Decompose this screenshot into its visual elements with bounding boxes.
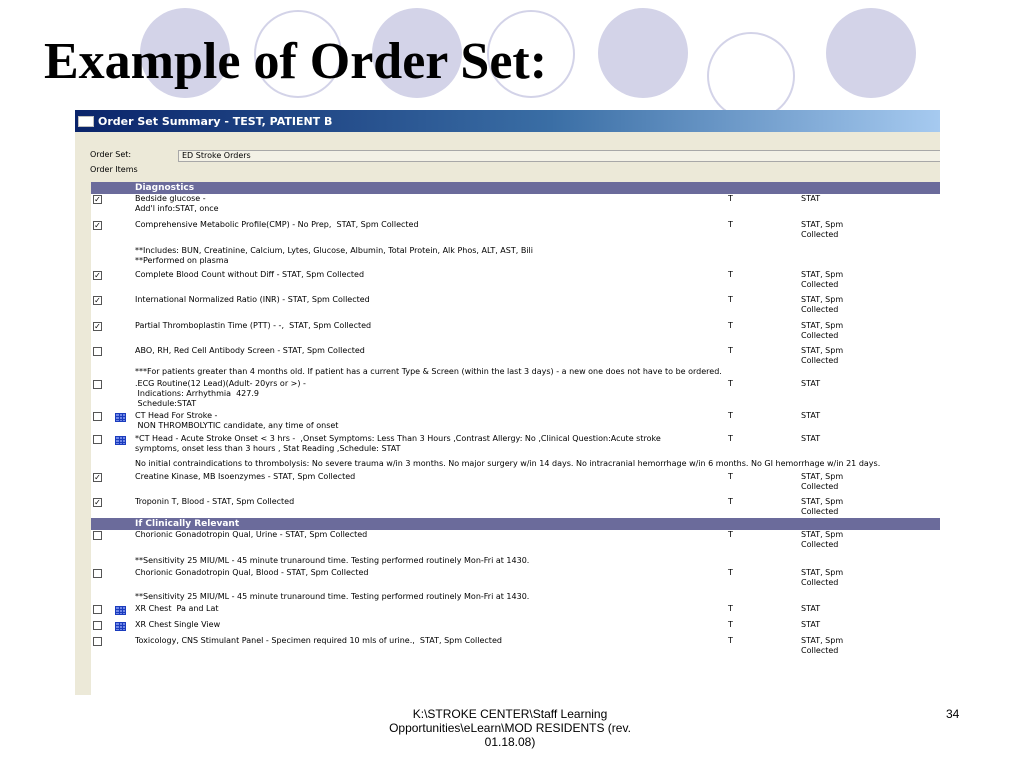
order-set-field[interactable]: ED Stroke Orders — [178, 150, 940, 162]
order-description: Bedside glucose - Add'l info:STAT, once — [135, 194, 219, 213]
page-number: 34 — [946, 707, 960, 721]
checked-checkbox[interactable]: ✓ — [94, 195, 101, 204]
note-text: **Sensitivity 25 MIU/ML - 45 minute trunaround time. Testing performed routinely Mon-Fri at 1430. — [135, 556, 530, 565]
order-row — [91, 472, 940, 497]
order-frequency: T — [728, 379, 733, 388]
order-row — [91, 530, 940, 556]
order-description: XR Chest Single View — [135, 620, 221, 629]
order-note — [91, 367, 940, 379]
order-priority: STAT, Spm Collected — [801, 568, 844, 587]
order-row — [91, 321, 940, 346]
order-priority: STAT, Spm Collected — [801, 497, 844, 516]
order-row — [91, 379, 940, 411]
order-description: Chorionic Gonadotropin Qual, Blood - STAT, Spm Collected — [135, 568, 369, 577]
order-priority: STAT, Spm Collected — [801, 270, 844, 289]
order-note — [91, 556, 940, 568]
order-description: CT Head For Stroke - NON THROMBOLYTIC candidate, any time of onset — [135, 411, 339, 430]
order-frequency: T — [728, 194, 733, 203]
order-description: XR Chest Pa and Lat — [135, 604, 219, 613]
order-priority: STAT — [801, 194, 821, 203]
unchecked-checkbox[interactable] — [93, 435, 102, 444]
order-items-row — [75, 162, 940, 177]
order-description: *CT Head - Acute Stroke Onset < 3 hrs - ,Onset Symptoms: Less Than 3 Hours ,Contrast Allergy: No ,Clinical Question:Acute stroke symptoms, onset less than 3 hours , Stat Reading ,Schedule: STAT — [135, 434, 661, 453]
order-description: Complete Blood Count without Diff - STAT, Spm Collected — [135, 270, 365, 279]
note-text: **Sensitivity 25 MIU/ML - 45 minute trunaround time. Testing performed routinely Mon-Fri at 1430. — [135, 592, 530, 601]
unchecked-checkbox[interactable] — [93, 347, 102, 356]
order-note — [91, 246, 940, 270]
window-icon — [78, 116, 94, 127]
window-titlebar[interactable] — [75, 110, 940, 132]
note-text: **Includes: BUN, Creatinine, Calcium, Lytes, Glucose, Albumin, Total Protein, Alk Phos, ALT, AST, Bili **Performed on plasma — [135, 246, 533, 265]
order-set-label: Order Set: — [90, 150, 132, 159]
order-note — [91, 459, 940, 472]
order-description: Partial Thromboplastin Time (PTT) - -, STAT, Spm Collected — [135, 321, 372, 330]
order-description: Troponin T, Blood - STAT, Spm Collected — [135, 497, 295, 506]
order-priority: STAT, Spm Collected — [801, 530, 844, 549]
order-set-window — [75, 110, 940, 695]
order-row — [91, 497, 940, 518]
order-frequency: T — [728, 568, 733, 577]
checked-checkbox[interactable]: ✓ — [94, 271, 101, 280]
decor-circle — [598, 8, 688, 98]
order-description: Creatine Kinase, MB Isoenzymes - STAT, Spm Collected — [135, 472, 356, 481]
order-priority: STAT — [801, 620, 821, 629]
order-priority: STAT — [801, 434, 821, 443]
order-frequency: T — [728, 620, 733, 629]
checked-checkbox[interactable]: ✓ — [94, 473, 101, 482]
unchecked-checkbox[interactable] — [93, 569, 102, 578]
order-frequency: T — [728, 497, 733, 506]
order-row — [91, 434, 940, 459]
order-priority: STAT, Spm Collected — [801, 295, 844, 314]
section-header: If Clinically Relevant — [91, 518, 940, 530]
unchecked-checkbox[interactable] — [93, 412, 102, 421]
order-row — [91, 636, 940, 662]
order-frequency: T — [728, 434, 733, 443]
order-items-grid — [91, 182, 940, 695]
order-row — [91, 346, 940, 367]
slide-title: Example of Order Set: — [44, 33, 548, 90]
order-description: International Normalized Ratio (INR) - STAT, Spm Collected — [135, 295, 370, 304]
note-text: ***For patients greater than 4 months old. If patient has a current Type & Screen (within the last 3 days) - a new one does not have to be ordered. — [135, 367, 722, 376]
order-priority: STAT — [801, 379, 821, 388]
grid-list-icon — [115, 606, 126, 615]
decor-circle — [707, 32, 795, 120]
order-frequency: T — [728, 411, 733, 420]
order-priority: STAT — [801, 604, 821, 613]
note-text: No initial contraindications to thrombolysis: No severe trauma w/in 3 months. No major surgery w/in 14 days. No intracranial hemorrhage w/in 6 months. No GI hemorrhage w/in 21 days. — [135, 459, 881, 468]
order-frequency: T — [728, 604, 733, 613]
order-row — [91, 270, 940, 295]
window-title: Order Set Summary - TEST, PATIENT B — [98, 114, 333, 128]
grid-list-icon — [115, 622, 126, 631]
order-row — [91, 411, 940, 434]
order-description: .ECG Routine(12 Lead)(Adult- 20yrs or >) - Indications: Arrhythmia 427.9 Schedule:STAT — [135, 379, 306, 408]
unchecked-checkbox[interactable] — [93, 605, 102, 614]
order-note — [91, 592, 940, 604]
order-frequency: T — [728, 472, 733, 481]
order-priority: STAT — [801, 411, 821, 420]
order-frequency: T — [728, 346, 733, 355]
order-row — [91, 568, 940, 592]
order-priority: STAT, Spm Collected — [801, 636, 844, 655]
order-description: Toxicology, CNS Stimulant Panel - Specimen required 10 mls of urine., STAT, Spm Collected — [135, 636, 502, 645]
order-row — [91, 194, 940, 220]
order-priority: STAT, Spm Collected — [801, 472, 844, 491]
order-priority: STAT, Spm Collected — [801, 346, 844, 365]
order-frequency: T — [728, 530, 733, 539]
order-set-row — [75, 147, 940, 162]
checked-checkbox[interactable]: ✓ — [94, 221, 101, 230]
order-row — [91, 620, 940, 636]
decor-circle — [826, 8, 916, 98]
order-row — [91, 295, 940, 321]
order-description: ABO, RH, Red Cell Antibody Screen - STAT, Spm Collected — [135, 346, 365, 355]
order-frequency: T — [728, 321, 733, 330]
section-header: Diagnostics — [91, 182, 940, 194]
checked-checkbox[interactable]: ✓ — [94, 322, 101, 331]
checked-checkbox[interactable]: ✓ — [94, 498, 101, 507]
order-priority: STAT, Spm Collected — [801, 220, 844, 239]
order-description: Comprehensive Metabolic Profile(CMP) - No Prep, STAT, Spm Collected — [135, 220, 419, 229]
footer-path: K:\STROKE CENTER\Staff Learning Opportunities\eLearn\MOD RESIDENTS (rev. 01.18.08) — [389, 707, 631, 749]
order-frequency: T — [728, 636, 733, 645]
order-row — [91, 604, 940, 620]
order-items-label: Order Items — [90, 165, 138, 174]
unchecked-checkbox[interactable] — [93, 531, 102, 540]
unchecked-checkbox[interactable] — [93, 621, 102, 630]
order-description: Chorionic Gonadotropin Qual, Urine - STAT, Spm Collected — [135, 530, 368, 539]
grid-list-icon — [115, 436, 126, 445]
grid-list-icon — [115, 413, 126, 422]
order-frequency: T — [728, 295, 733, 304]
order-priority: STAT, Spm Collected — [801, 321, 844, 340]
unchecked-checkbox[interactable] — [93, 637, 102, 646]
order-row — [91, 220, 940, 246]
order-frequency: T — [728, 270, 733, 279]
checked-checkbox[interactable]: ✓ — [94, 296, 101, 305]
order-frequency: T — [728, 220, 733, 229]
unchecked-checkbox[interactable] — [93, 380, 102, 389]
